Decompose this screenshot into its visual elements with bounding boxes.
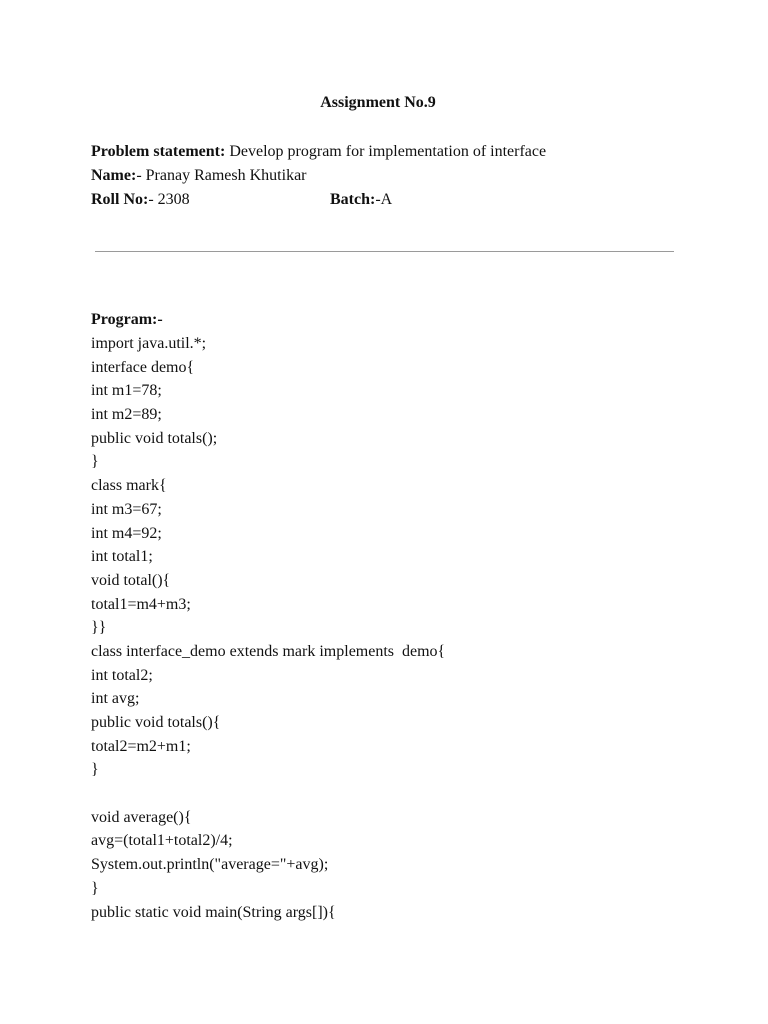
horizontal-divider [95, 251, 674, 252]
name-line [91, 165, 711, 189]
code-line: total1=m4+m3; [91, 595, 191, 613]
code-line: System.out.println("average="+avg); [91, 856, 329, 874]
program-heading: Program:- [91, 311, 163, 328]
code-line [91, 783, 731, 807]
code-line: int total1; [91, 548, 153, 566]
code-line: public void totals(); [91, 429, 218, 447]
batch-value: -A [375, 191, 393, 208]
code-line: int m4=92; [91, 524, 162, 542]
code-line: total2=m2+m1; [91, 737, 191, 755]
code-line: class mark{ [91, 477, 167, 495]
code-line: class interface_demo extends mark implements demo{ [91, 642, 446, 660]
program-section [91, 309, 731, 925]
roll-number-label: Roll No: [91, 191, 149, 208]
roll-batch-line [91, 189, 711, 213]
problem-statement-label: Problem statement: [91, 143, 226, 160]
roll-number-value: - 2308 [148, 191, 190, 208]
code-line: public void totals(){ [91, 714, 221, 731]
name-label: Name: [91, 167, 137, 184]
code-line: int m2=89; [91, 406, 162, 424]
code-line: import java.util.*; [91, 335, 207, 352]
code-line: } [91, 879, 99, 897]
code-line: int m1=78; [91, 382, 162, 400]
name-value: - Pranay Ramesh Khutikar [136, 167, 307, 184]
assignment-info [91, 141, 711, 213]
assignment-title: Assignment No.9 [320, 94, 436, 111]
code-line: interface demo{ [91, 358, 195, 376]
batch-field [330, 189, 392, 211]
problem-statement-line [91, 141, 711, 165]
problem-statement-value: Develop program for implementation of interface [225, 143, 547, 160]
code-line: }} [91, 619, 107, 637]
code-line: int avg; [91, 690, 140, 708]
code-line: int total2; [91, 666, 153, 684]
code-line: void total(){ [91, 571, 171, 589]
code-block [91, 333, 731, 925]
code-line: avg=(total1+total2)/4; [91, 832, 233, 850]
batch-label: Batch: [330, 191, 376, 208]
code-line: } [91, 453, 99, 471]
code-line: int m3=67; [91, 500, 162, 518]
code-line: } [91, 761, 99, 779]
code-line: public static void main(String args[]){ [91, 903, 336, 921]
code-line: void average(){ [91, 808, 192, 826]
